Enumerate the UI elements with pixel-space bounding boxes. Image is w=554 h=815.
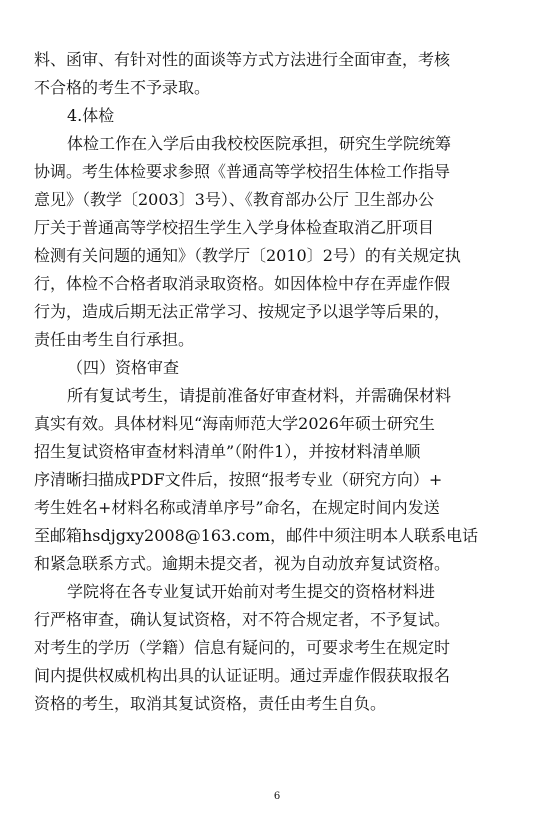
section-heading: 4.体检	[67, 106, 115, 125]
text-line: 招生复试资格审查材料清单”（附件1），并按材料清单顺	[34, 442, 421, 461]
text-line: 和紧急联系方式。逾期未提交者，视为自动放弃复试资格。	[34, 554, 451, 573]
text-line: 学院将在各专业复试开始前对考生提交的资格材料进	[67, 582, 436, 601]
text-line: 行，体检不合格者取消录取资格。如因体检中存在弄虚作假	[34, 274, 451, 293]
text-line: 间内提供权威机构出具的认证证明。通过弄虚作假获取报名	[34, 666, 451, 685]
text-line: 不合格的考生不予录取。	[34, 78, 211, 97]
text-line: 意见》（教学〔2003〕3号）、《教育部办公厅 卫生部办公	[34, 190, 434, 209]
text-line: 真实有效。具体材料见“海南师范大学2026年硕士研究生	[34, 414, 435, 433]
text-line: 协调。考生体检要求参照《普通高等学校招生体检工作指导	[34, 162, 451, 181]
text-line: 行为，造成后期无法正常学习、按规定予以退学等后果的，	[34, 302, 451, 321]
text-line: 考生姓名+材料名称或清单序号”命名，在规定时间内发送	[34, 498, 440, 517]
text-line: 所有复试考生，请提前准备好审查材料，并需确保材料	[67, 386, 452, 405]
text-line: 资格的考生，取消其复试资格，责任由考生自负。	[34, 694, 387, 713]
text-line: 检测有关问题的通知》（教学厅〔2010〕2号）的有关规定执	[34, 246, 461, 265]
page-number: 6	[273, 791, 281, 802]
text-line: 责任由考生自行承担。	[34, 330, 195, 349]
text-line: 体检工作在入学后由我校校医院承担，研究生学院统筹	[67, 134, 452, 153]
text-line: 行严格审查，确认复试资格，对不符合规定者，不予复试。	[34, 610, 451, 629]
text-line: 对考生的学历（学籍）信息有疑问的，可要求考生在规定时	[34, 638, 451, 657]
section-heading: （四）资格审查	[67, 358, 180, 377]
text-line: 序清晰扫描成PDF文件后，按照“报考专业（研究方向）+	[34, 470, 443, 489]
text-line: 料、函审、有针对性的面谈等方式方法进行全面审查，考核	[34, 50, 451, 69]
document-body	[34, 46, 522, 718]
text-line: 厅关于普通高等学校招生学生入学身体检查取消乙肝项目	[34, 218, 435, 237]
text-line: 至邮箱hsdjgxy2008@163.com，邮件中须注明本人联系电话	[34, 526, 479, 545]
